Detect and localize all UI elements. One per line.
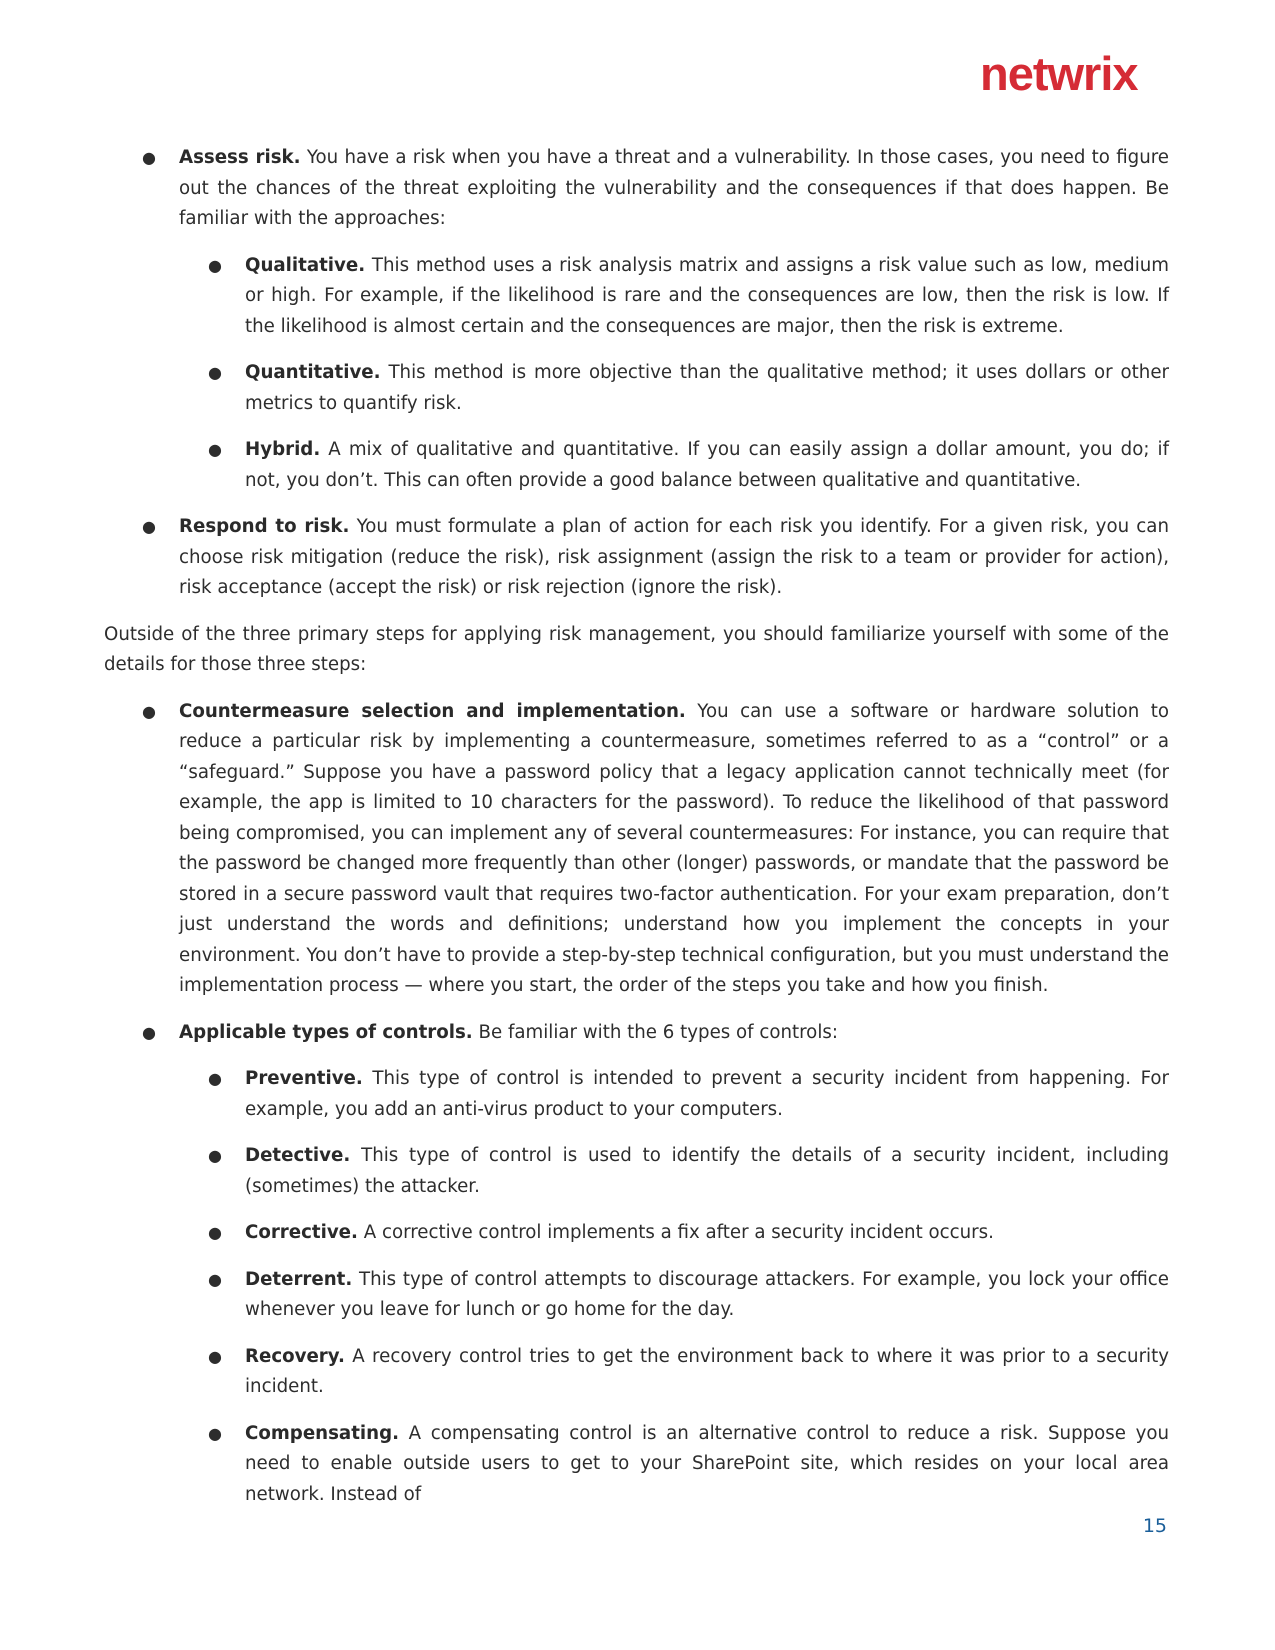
list-item-qualitative bbox=[208, 251, 1169, 343]
bullet-icon: ● bbox=[208, 1069, 222, 1088]
bullet-icon: ● bbox=[208, 255, 222, 275]
text-hybrid: A mix of qualitative and quantitative. If you can easily assign a dollar amount, you do; if not, you don’t. This can often provide a good balance between qualitative and quantitative. bbox=[245, 439, 1169, 491]
bullet-icon: ● bbox=[208, 1269, 222, 1289]
list-item-detective bbox=[208, 1141, 1169, 1202]
bullet-icon: ● bbox=[208, 440, 222, 459]
page-content bbox=[104, 143, 1169, 1510]
term-controls: Applicable types of controls. bbox=[179, 1021, 473, 1043]
term-detective: Detective. bbox=[245, 1145, 351, 1166]
netwrix-logo: netwrix bbox=[980, 47, 1138, 100]
text-preventive: This type of control is intended to prevent a security incident from happening. For example, you add an anti-virus product to your computers. bbox=[245, 1068, 1169, 1120]
risk-steps-list bbox=[104, 143, 1169, 604]
bullet-icon: ● bbox=[208, 1146, 222, 1165]
bullet-icon: ● bbox=[142, 701, 156, 721]
list-item-recovery bbox=[208, 1342, 1169, 1403]
term-respond-risk: Respond to risk. bbox=[179, 516, 350, 537]
bullet-icon: ● bbox=[208, 1223, 222, 1242]
term-assess-risk: Assess risk. bbox=[179, 147, 301, 168]
text-controls: Be familiar with the 6 types of controls: bbox=[472, 1021, 838, 1043]
text-countermeasure: You can use a software or hardware solution to reduce a particular risk by implementing a countermeasure, sometimes referred to as a “control” or a “safeguard.” Suppose you have a password policy that a legacy application cannot technically meet (for example, the app is limited to 10 characters for the password). To reduce the likelihood of that password being compromised, you can implement any of several countermeasures: For instance, you can require that the password be changed more frequently than other (longer) passwords, or mandate that the password be stored in a secure password vault that requires two-factor authentication. For your exam preparation, don’t just understand the words and definitions; understand how you implement the concepts in your environment. You don’t have to provide a step-by-step technical configuration, but you must understand the implementation process — where you start, the order of the steps you take and how you finish. bbox=[179, 700, 1170, 996]
text-compensating: A compensating control is an alternative control to reduce a risk. Suppose you need to enable outside users to get to your SharePoint site, which resides on your local area network. Instead of bbox=[245, 1422, 1169, 1505]
text-assess-risk: You have a risk when you have a threat and a vulnerability. In those cases, you need to figure out the chances of the threat exploiting the vulnerability and the consequences if that does happen. Be familiar with the approaches: bbox=[179, 147, 1169, 229]
list-item-quantitative bbox=[208, 358, 1169, 419]
list-item-hybrid bbox=[208, 435, 1169, 496]
term-preventive: Preventive. bbox=[245, 1068, 363, 1089]
list-item-countermeasure bbox=[142, 697, 1170, 1002]
approaches-list bbox=[179, 251, 1169, 497]
bullet-icon: ● bbox=[142, 517, 156, 536]
term-qualitative: Qualitative. bbox=[245, 254, 366, 276]
bullet-icon: ● bbox=[208, 1346, 222, 1366]
list-item-preventive bbox=[208, 1064, 1169, 1125]
list-item-assess-risk bbox=[142, 143, 1169, 496]
term-quantitative: Quantitative. bbox=[245, 362, 381, 383]
bullet-icon: ● bbox=[208, 1423, 222, 1443]
text-detective: This type of control is used to identify the details of a security incident, including (sometimes) the attacker. bbox=[245, 1145, 1169, 1197]
bullet-icon: ● bbox=[208, 363, 222, 382]
body-paragraph: Outside of the three primary steps for applying risk management, you should familiarize yourself with some of the details for those three steps: bbox=[104, 623, 1169, 675]
term-hybrid: Hybrid. bbox=[245, 439, 321, 460]
text-quantitative: This method is more objective than the qualitative method; it uses dollars or other metrics to quantify risk. bbox=[245, 362, 1169, 414]
list-item-deterrent bbox=[208, 1265, 1169, 1326]
text-qualitative: This method uses a risk analysis matrix and assigns a risk value such as low, medium or high. For example, if the likelihood is rare and the consequences are low, then the risk is low. If the likelihood is almost certain and the consequences are major, then the risk is extreme. bbox=[245, 254, 1169, 337]
page-number: 15 bbox=[1142, 1515, 1167, 1537]
term-corrective: Corrective. bbox=[245, 1222, 358, 1243]
bullet-icon: ● bbox=[142, 148, 156, 167]
text-respond-risk: You must formulate a plan of action for each risk you identify. For a given risk, you can choose risk mitigation (reduce the risk), risk assignment (assign the risk to a team or provider for action), risk acceptance (accept the risk) or risk rejection (ignore the risk). bbox=[179, 516, 1169, 598]
list-item-respond-risk bbox=[142, 512, 1169, 604]
term-compensating: Compensating. bbox=[245, 1422, 399, 1444]
text-recovery: A recovery control tries to get the environment back to where it was prior to a security incident. bbox=[245, 1345, 1169, 1397]
text-deterrent: This type of control attempts to discourage attackers. For example, you lock your office whenever you leave for lunch or go home for the day. bbox=[245, 1268, 1169, 1320]
term-deterrent: Deterrent. bbox=[245, 1268, 353, 1290]
list-item-corrective bbox=[208, 1218, 1169, 1249]
term-recovery: Recovery. bbox=[245, 1345, 345, 1367]
details-list bbox=[104, 697, 1169, 1511]
term-countermeasure: Countermeasure selection and implementation. bbox=[179, 700, 686, 722]
list-item-compensating bbox=[208, 1419, 1169, 1511]
text-corrective: A corrective control implements a fix after a security incident occurs. bbox=[357, 1222, 994, 1243]
bullet-icon: ● bbox=[142, 1022, 156, 1042]
control-types-list bbox=[179, 1064, 1169, 1510]
list-item-controls bbox=[142, 1018, 1169, 1511]
